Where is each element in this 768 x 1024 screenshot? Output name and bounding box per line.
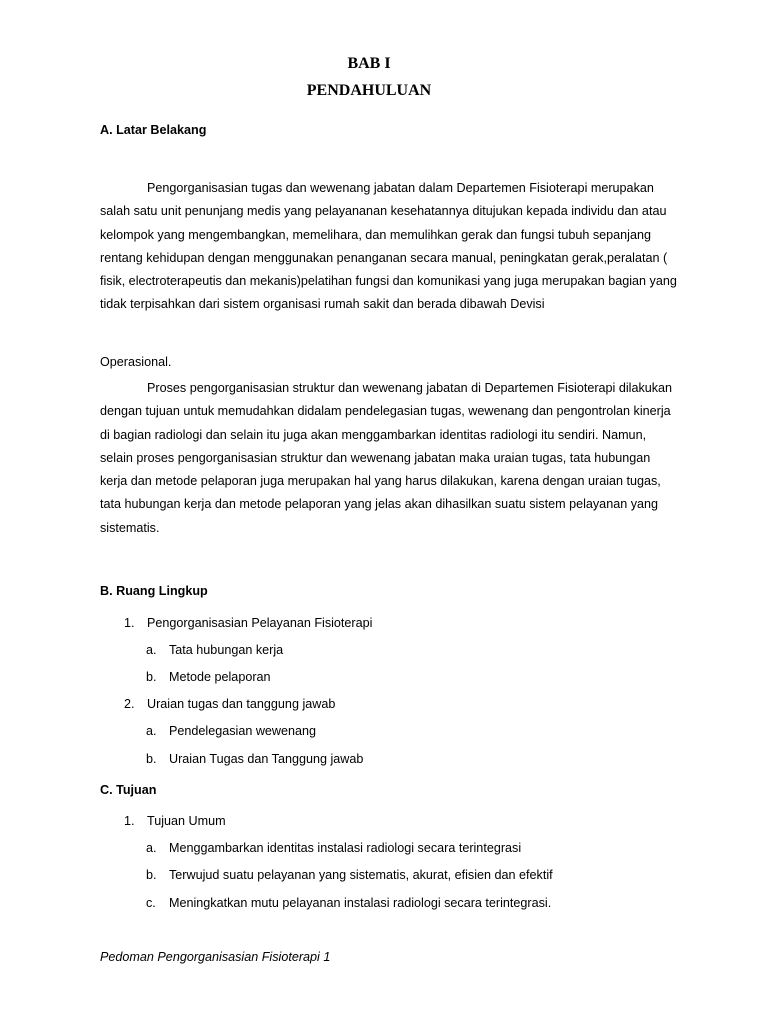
paragraph-latar-belakang-2 <box>100 377 678 540</box>
list-marker: a. <box>146 724 157 738</box>
page-footer: Pedoman Pengorganisasian Fisioterapi 1 <box>100 950 331 964</box>
section-heading-b: B. Ruang Lingkup <box>100 584 208 598</box>
list-marker: 1. <box>124 616 135 630</box>
list-marker: b. <box>146 752 157 766</box>
list-item-text: Metode pelaporan <box>169 670 271 684</box>
list-item-text: Uraian Tugas dan Tanggung jawab <box>169 752 364 766</box>
paragraph-latar-belakang-1 <box>100 177 678 317</box>
section-heading-a: A. Latar Belakang <box>100 123 207 137</box>
list-item <box>146 895 551 911</box>
paragraph-text: Proses pengorganisasian struktur dan wewenang jabatan di Departemen Fisioterapi dilakukan dengan tujuan untuk memudahkan didalam pendelegasian tugas, wewenang dan pengontrolan kinerja di bagian radiologi dan selain itu juga akan menggambarkan identitas radiologi itu sendiri. Namun, selain proses pengorganisasian struktur dan wewenang jabatan maka uraian tugas, tata hubungan kerja dan metode pelaporan juga merupakan hal yang harus dilakukan, karena dengan uraian tugas, tata hubungan kerja dan metode pelaporan yang jelas akan dihasilkan suatu sistem pelayanan yang sistematis. <box>100 381 673 535</box>
list-item <box>124 813 226 829</box>
list-marker: 2. <box>124 697 135 711</box>
list-marker: 1. <box>124 814 135 828</box>
list-item <box>124 615 372 631</box>
list-item <box>146 751 363 767</box>
list-marker: b. <box>146 868 157 882</box>
list-item <box>146 669 271 685</box>
list-item-text: Pengorganisasian Pelayanan Fisioterapi <box>147 616 373 630</box>
list-marker: a. <box>146 643 157 657</box>
list-marker: c. <box>146 896 156 910</box>
paragraph-text: Pengorganisasian tugas dan wewenang jabatan dalam Departemen Fisioterapi merupakan salah satu unit penunjang medis yang pelayananan kesehatannya ditujukan kepada individu dan atau kelompok yang mengembangkan, memelihara, dan memulihkan gerak dan fungsi tubuh sepanjang rentang kehidupan dengan menggunakan penanganan secara manual, peningkatan gerak,peralatan ( fisik, electroterapeutis dan mekanis)pelatihan fungsi dan komunikasi yang juga merupakan bagian yang tidak terpisahkan dari sistem organisasi rumah sakit dan berada dibawah Devisi <box>100 181 677 312</box>
list-item-text: Uraian tugas dan tanggung jawab <box>147 697 336 711</box>
list-item-text: Pendelegasian wewenang <box>169 724 317 738</box>
chapter-number: BAB I <box>347 55 391 72</box>
list-item-text: Terwujud suatu pelayanan yang sistematis, akurat, efisien dan efektif <box>169 868 553 882</box>
list-item <box>146 867 553 883</box>
list-item <box>146 840 521 856</box>
list-item-text: Menggambarkan identitas instalasi radiologi secara terintegrasi <box>169 841 522 855</box>
chapter-name: PENDAHULUAN <box>306 82 432 99</box>
paragraph-continuation: Operasional. <box>100 355 172 369</box>
section-heading-c: C. Tujuan <box>100 783 157 797</box>
list-item <box>146 723 316 739</box>
list-item-text: Tata hubungan kerja <box>169 643 284 657</box>
list-item <box>146 642 283 658</box>
list-item-text: Tujuan Umum <box>147 814 226 828</box>
list-item-text: Meningkatkan mutu pelayanan instalasi radiologi secara terintegrasi. <box>169 896 552 910</box>
list-item <box>124 696 335 712</box>
list-marker: a. <box>146 841 157 855</box>
chapter-title <box>0 50 738 104</box>
list-marker: b. <box>146 670 157 684</box>
